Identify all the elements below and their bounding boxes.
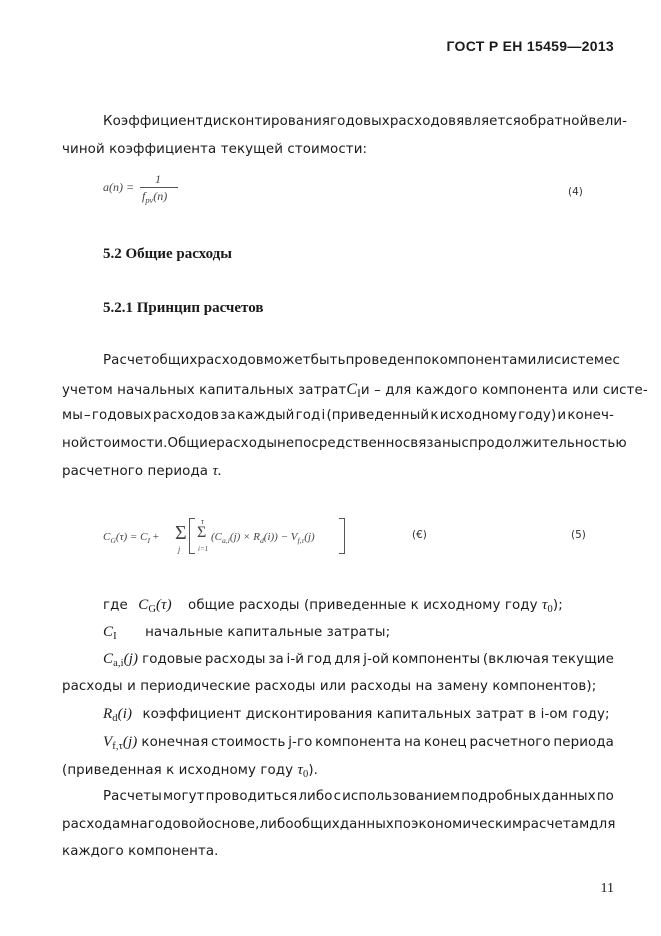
annual-cost-symbol: $C_{a,i}(j)$ bbox=[103, 651, 139, 669]
word: проводиться bbox=[205, 789, 298, 804]
formula-5-inner-sum: Σ bbox=[197, 524, 207, 541]
word: экономическим bbox=[411, 817, 523, 832]
word: основе, bbox=[205, 817, 260, 832]
definition-final-value-line2: (приведенная к исходному году $\tau_0$). bbox=[62, 762, 319, 780]
word: непосредственно bbox=[277, 436, 403, 451]
tau-symbol: τ. bbox=[212, 463, 222, 479]
section-5-2-heading: 5.2 Общие расходы bbox=[103, 246, 232, 262]
definition-initial-capital: $C_I$ начальные капитальные затраты; bbox=[103, 624, 391, 642]
para2-line3 bbox=[62, 408, 614, 423]
word: и bbox=[557, 408, 567, 423]
word: расходы bbox=[204, 652, 266, 667]
word: быть bbox=[310, 353, 346, 368]
formula-4-number: (4) bbox=[568, 186, 583, 198]
word: стоимость bbox=[211, 735, 286, 750]
definition-discount-factor: $R_d(i)$ коэффициент дисконтирования капитальных затрат в i-ом году; bbox=[103, 706, 610, 724]
formula-4-denominator: $f_{pv}(n)$ bbox=[142, 189, 168, 205]
para2-line2 bbox=[62, 381, 648, 400]
word: системе bbox=[553, 353, 613, 368]
formula-4-fraction-bar bbox=[140, 187, 178, 188]
word: расходов bbox=[389, 114, 457, 129]
para2-line4 bbox=[62, 436, 627, 451]
word: j-ой bbox=[363, 652, 390, 667]
word: расходов bbox=[152, 408, 220, 423]
para3-line3: каждого компонента. bbox=[62, 844, 219, 859]
word: текущие bbox=[551, 652, 614, 667]
word: по bbox=[393, 817, 412, 832]
word: обратной bbox=[520, 114, 589, 129]
word: i bbox=[321, 408, 326, 423]
total-cost-symbol: $C_G(\tau)$ bbox=[138, 597, 172, 615]
word: годовые bbox=[142, 652, 203, 667]
word: – bbox=[84, 408, 91, 423]
word: к bbox=[430, 408, 439, 423]
discount-factor-symbol: $R_d(i)$ bbox=[103, 706, 133, 724]
word: расходы bbox=[216, 436, 278, 451]
document-id-header: ГОСТ Р ЕН 15459—2013 bbox=[446, 38, 614, 54]
word: на bbox=[130, 817, 148, 832]
word: или bbox=[527, 353, 554, 368]
word: использованием bbox=[342, 789, 461, 804]
formula-5-left-bracket bbox=[189, 518, 195, 554]
para1-line2: чиной коэффициента текущей стоимости: bbox=[62, 142, 368, 157]
word: общих bbox=[293, 817, 340, 832]
word: годовых bbox=[91, 408, 152, 423]
word: году) bbox=[518, 408, 557, 423]
word: с bbox=[461, 436, 469, 451]
formula-5-number: (5) bbox=[571, 529, 586, 541]
word: годовой bbox=[147, 817, 206, 832]
word: Расчеты bbox=[103, 789, 162, 804]
word: может bbox=[263, 353, 311, 368]
word: (включая bbox=[482, 652, 549, 667]
para2-line2-text-a: учетом начальных капитальных затрат bbox=[62, 383, 347, 398]
word: расходов bbox=[197, 353, 264, 368]
word: j-го bbox=[288, 735, 313, 750]
section-5-2-1-heading: 5.2.1 Принцип расчетов bbox=[103, 300, 264, 316]
initial-capital-symbol: CI bbox=[346, 381, 361, 400]
word: либо bbox=[259, 817, 294, 832]
word: подробных bbox=[461, 789, 541, 804]
word: расчетного bbox=[469, 735, 551, 750]
word: дисконтирования bbox=[203, 114, 331, 129]
word: каждый bbox=[236, 408, 295, 423]
para2-line2-text-b: и – для каждого компонента или систе- bbox=[360, 383, 648, 398]
formula-5-inner-bottom: i=1 bbox=[198, 545, 209, 553]
word: расчетам bbox=[522, 817, 590, 832]
definition-total-cost: где $C_G(\tau)$ общие расходы (приведенные к исходному году $\tau_0$); bbox=[103, 597, 563, 615]
word: Расчет bbox=[103, 353, 152, 368]
word: по bbox=[414, 353, 432, 368]
formula-5-lhs: $C_G(\tau) = C_I$ + bbox=[103, 531, 159, 545]
word: конеч- bbox=[567, 408, 614, 423]
formula-4-lhs: a(n) = bbox=[103, 180, 135, 194]
word: исходному bbox=[439, 408, 518, 423]
formula-5-unit: (€) bbox=[412, 529, 427, 541]
para3-line1 bbox=[103, 789, 614, 804]
word: компонента bbox=[315, 735, 402, 750]
definition-annual-cost-line1 bbox=[103, 651, 614, 668]
word: конечная bbox=[141, 735, 209, 750]
word: продолжительностью bbox=[468, 436, 627, 451]
word: ной bbox=[62, 436, 88, 451]
word: является bbox=[456, 114, 521, 129]
formula-5-outer-index: j bbox=[178, 545, 181, 554]
word: на bbox=[403, 735, 422, 750]
word: за bbox=[268, 652, 284, 667]
word: могут bbox=[162, 789, 205, 804]
formula-5-inner-expr: $(C_{a,i}(j) \times R_d(i)) - V_{f,\tau}(j)$ bbox=[211, 531, 315, 545]
word: вели- bbox=[588, 114, 628, 129]
formula-5 bbox=[103, 514, 353, 558]
word: компоненты bbox=[391, 652, 481, 667]
word: за bbox=[220, 408, 236, 423]
word: Общие bbox=[167, 436, 217, 451]
word: периода bbox=[553, 735, 614, 750]
formula-5-inner-top: τ bbox=[201, 517, 204, 526]
word: с bbox=[333, 789, 342, 804]
word: конец bbox=[423, 735, 467, 750]
word: Коэффициент bbox=[103, 114, 204, 129]
word: год bbox=[295, 408, 321, 423]
word: по bbox=[596, 789, 614, 804]
word: (приведенный bbox=[326, 408, 430, 423]
word: мы bbox=[62, 408, 83, 423]
definition-final-value-line1 bbox=[103, 734, 614, 751]
para3-line2 bbox=[62, 817, 614, 832]
formula-5-right-bracket bbox=[339, 518, 345, 554]
word: годовых bbox=[330, 114, 390, 129]
word: компонентам bbox=[431, 353, 528, 368]
definition-annual-cost-line2: расходы и периодические расходы или расходы на замену компонентов); bbox=[62, 679, 597, 694]
formula-4-numerator: 1 bbox=[155, 172, 161, 186]
final-value-symbol: $V_{f,\tau}(j)$ bbox=[103, 734, 138, 752]
word: i-й bbox=[286, 652, 305, 667]
para1-line1 bbox=[103, 114, 628, 129]
word: либо bbox=[298, 789, 333, 804]
word: стоимости. bbox=[87, 436, 168, 451]
formula-5-outer-sum: Σ bbox=[175, 522, 187, 544]
word: с bbox=[612, 353, 620, 368]
word: связаны bbox=[402, 436, 462, 451]
word: данных bbox=[339, 817, 394, 832]
word: для bbox=[589, 817, 616, 832]
para2-line1 bbox=[103, 353, 620, 368]
page-number: 11 bbox=[600, 881, 614, 896]
word: общих bbox=[151, 353, 198, 368]
word: расходам bbox=[62, 817, 131, 832]
para2-line5: расчетного периода τ. bbox=[62, 463, 222, 479]
word: проведен bbox=[345, 353, 415, 368]
word: для bbox=[334, 652, 361, 667]
initial-capital-def-symbol: $C_I$ bbox=[103, 624, 117, 642]
word: год bbox=[306, 652, 332, 667]
word: данных bbox=[541, 789, 596, 804]
